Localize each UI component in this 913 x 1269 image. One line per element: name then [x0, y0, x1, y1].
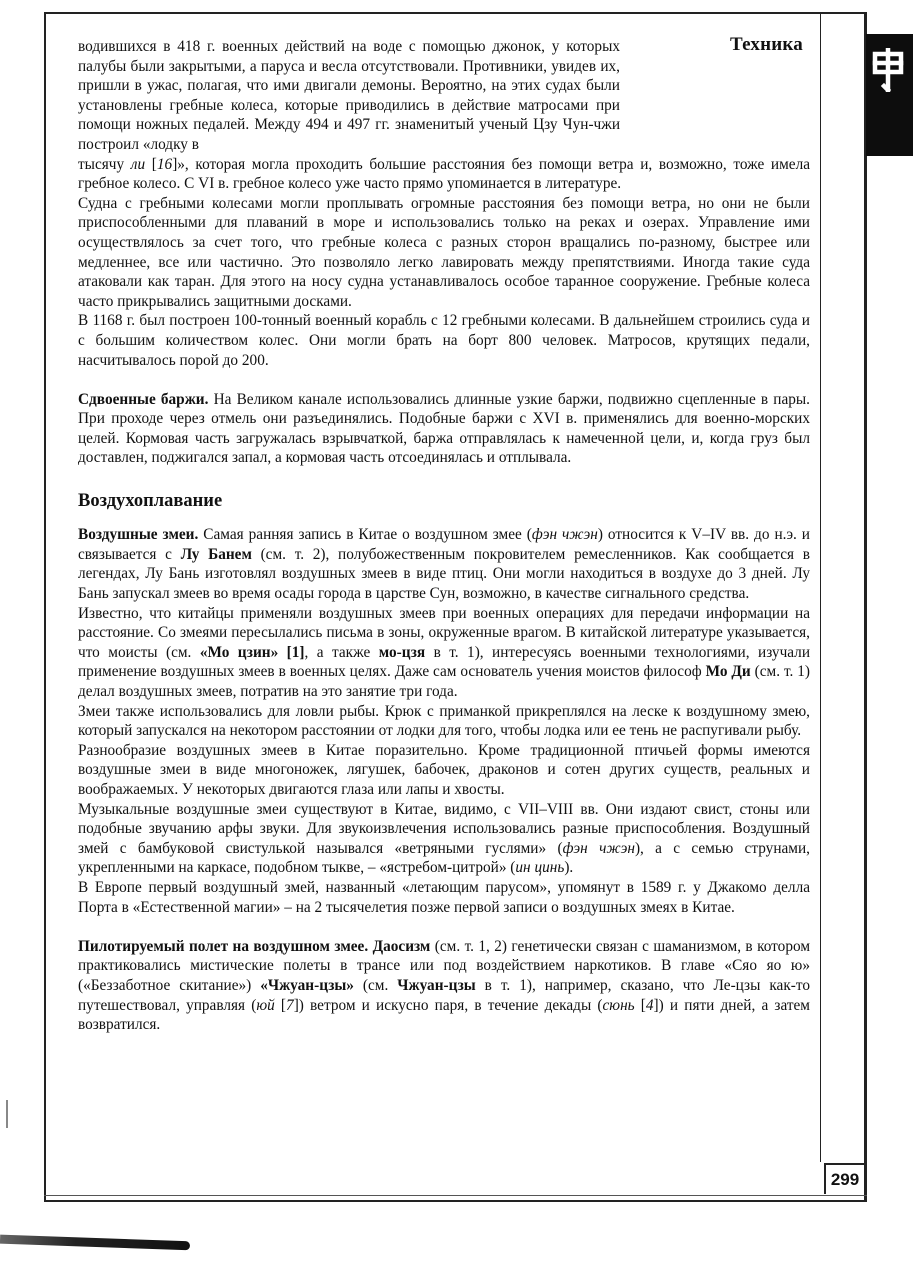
paragraph-variety: Разнообразие воздушных змеев в Китае поразительно. Кроме традиционной птичьей формы имеются воздушные змеи в виде многоножек, лягушек, бабочек, драконов и сотен других существ, реальных и воображаемых. У некоторых двигаются глаза или лапы и хвосты. — [78, 741, 810, 798]
paragraph-2: Судна с гребными колесами могли проплывать огромные расстояния без помощи ветра, но они не были приспособленными для плаваний в море и использовались только на реках и озерах. Управление ими осуществлялось за счет того, что гребные колеса с разных сторон вращались по-разному, быстрее или медленнее, все или частично. Это позволяло легко лавировать между препятствиями. Иногда такие суда атаковали как таран. Для этого на носу судна устанавливалось особое таранное сооружение. Гребные колеса часто прикрывались защитными досками. — [78, 194, 810, 310]
paragraph-3: В 1168 г. был построен 100-тонный военный корабль с 12 гребными колесами. В дальнейшем строились суда и с большим количеством колес. Они могли брать на борт 800 человек. Матросов, крутящих педали, насчитывалось порой до 200. — [78, 312, 810, 369]
page-frame-right-outer — [864, 12, 867, 1202]
paragraph-musical-kites: Музыкальные воздушные змеи существуют в Китае, видимо, с VII–VIII вв. Они издают свист, стоны или подобные звучанию арфы звуки. Для звукоизвлечения использовались разные приспособления. Воздушный змей с бамбуковой свистулькой назывался «ветряными гуслями» (фэн чжэн), а с семью струнами, укрепленными на каркасе, подобном тыкве, – «ястребом-цитрой» (ин цинь). — [78, 800, 810, 877]
paragraph-fishing: Змеи также использовались для ловли рыбы. Крюк с приманкой прикреплялся на леске к воздушному змею, который запускался на некотором расстоянии от лодки для того, чтобы лодка или ее тень не распугивали рыбу. — [78, 702, 810, 740]
paragraph-kites: Воздушные змеи. Самая ранняя запись в Китае о воздушном змее (фэн чжэн) относится к V–IV вв. до н.э. и связывается с Лу Банем (см. т. 2), полубожественным покровителем ремесленников. Как сообщается в легендах, Лу Бань изготовлял воздушных змеев в виде птиц. Они могли находиться в воздухе до 3 дней. Лу Бань запускал змеев во время осады города в царстве Сун, возможно, в качестве сигнального средства. — [78, 526, 811, 603]
chinese-character-jia-icon — [870, 48, 906, 92]
page-frame-bottom — [44, 1200, 867, 1202]
paragraph-double-barges: Сдвоенные баржи. На Великом канале использовались длинные узкие баржи, подвижно сцепленные в пары. При проходе через отмель они разъединялись. Подобные баржи с XVI в. применялись для военно-морских целей. Кормовая часть загружалась взрывчаткой, баржа отправлялась к намеченной цели, и, когда груз был доставлен, поджигался запал, а кормовая часть отсоединялась и отплывала. — [78, 390, 810, 467]
page-frame-left — [44, 12, 46, 1202]
scan-artifact-smudge — [0, 1235, 190, 1251]
run-in-title-kites: Воздушные змеи. — [78, 526, 199, 544]
paragraph-1-continued: тысячу ли [16]», которая могла проходить большие расстояния без помощи ветра и, возможно, тоже имела гребное колесо. С VI в. гребное колесо уже часто прямо упоминается в литературе. — [78, 155, 810, 193]
scan-artifact-mark — [6, 1100, 8, 1128]
heading-aeronautics: Воздухоплавание — [78, 490, 223, 511]
paragraph-europe: В Европе первый воздушный змей, названный «летающим парусом», упомянут в 1589 г. у Джакомо делла Порта в «Естественной магии» – на 2 тысячелетия позже первой записи о воздушных змеях в Китае. — [78, 878, 810, 916]
page-frame-bottom-inner — [44, 1195, 867, 1196]
paragraph-military-kites: Известно, что китайцы применяли воздушных змеев при военных операциях для передачи информации на расстояние. Со змеями пересылались письма в зоны, окруженные врагом. В китайской литературе указывается, что моисты (см. «Мо цзин» [1], а также мо-цзя в т. 1), интересуясь военными технологиями, изучали применение воздушных змеев в военных целях. Даже сам основатель учения моистов философ Мо Ди (см. т. 1) делал воздушных змеев, потратив на это занятие три года. — [78, 604, 811, 700]
page-frame-top — [44, 12, 866, 14]
run-in-title-double-barges: Сдвоенные баржи. — [78, 390, 209, 408]
page-frame-right-inner — [820, 12, 821, 1162]
paragraph-1: водившихся в 418 г. военных действий на воде с помощью джонок, у которых палубы были закрытыми, а паруса и весла отсутствовали. Противники, увидев их, пришли в ужас, полагая, что ими двигали демоны. Вероятно, на этих судах были установлены гребные колеса, которые приводились в действие матросами при помощи ножных педалей. Между 494 и 497 гг. знаменитый ученый Цзу Чун-чжи построил «лодку в — [78, 38, 620, 153]
page-body — [78, 37, 810, 1035]
page-number: 299 — [824, 1163, 864, 1194]
run-in-title-manned-flight: Пилотируемый полет на воздушном змее. — [78, 937, 369, 955]
section-running-head: Техника — [730, 34, 803, 55]
paragraph-manned-flight: Пилотируемый полет на воздушном змее. Даосизм (см. т. 1, 2) генетически связан с шаманизмом, в котором практиковались мистические полеты в трансе или под воздействием наркотиков. В главе «Сяо яо ю» («Беззаботное скитание») «Чжуан-цзы» (см. Чжуан-цзы в т. 1), например, сказано, что Ле-цзы как-то путешествовал, управляя (юй [7]) ветром и искусно паря, в течение декады (сюнь [4]) и пяти дней, а затем возвратился. — [78, 937, 811, 1034]
